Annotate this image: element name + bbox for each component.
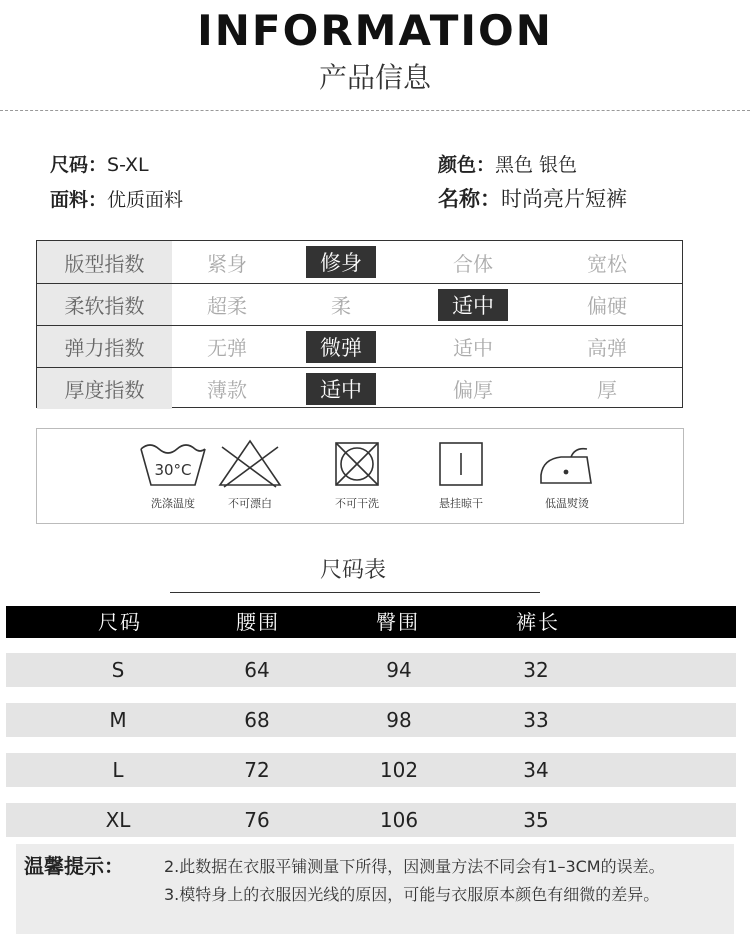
size-chart-title-underline <box>170 592 540 593</box>
table-cell: 33 <box>523 708 549 732</box>
table-cell: 34 <box>523 758 549 782</box>
index-option <box>557 284 657 325</box>
table-cell: 106 <box>379 808 419 832</box>
table-cell: 94 <box>386 658 412 682</box>
table-cell: S <box>111 658 125 682</box>
index-option-label: 适中 <box>438 289 508 321</box>
info-color-value: 黑色 银色 <box>495 154 578 176</box>
care-instructions-box <box>36 428 684 524</box>
table-row <box>6 803 736 837</box>
table-row <box>6 703 736 737</box>
index-row-label: 柔软指数 <box>37 284 172 325</box>
index-row <box>37 241 682 283</box>
care-item-no-dry-clean <box>307 437 407 511</box>
index-option-label: 薄款 <box>207 378 247 402</box>
tips-box <box>16 844 734 934</box>
info-fabric-key: 面料： <box>50 189 108 211</box>
no-dry-clean-icon <box>321 437 393 489</box>
table-cell: L <box>112 758 124 782</box>
care-label-no-dry-clean: 不可干洗 <box>335 497 379 510</box>
index-option <box>291 284 391 325</box>
index-option-label: 适中 <box>453 336 493 360</box>
index-option-selected <box>291 326 391 367</box>
wash-temp-text: 30°C <box>154 461 192 479</box>
index-row-label: 厚度指数 <box>37 368 172 409</box>
care-label-line-dry: 悬挂晾干 <box>439 497 483 510</box>
care-item-no-bleach <box>200 437 300 511</box>
care-item-low-iron <box>517 437 617 511</box>
info-name <box>438 183 627 213</box>
page-title: INFORMATION <box>197 6 553 55</box>
table-cell: 64 <box>244 658 270 682</box>
index-option-label: 柔 <box>331 294 351 318</box>
index-option <box>177 241 277 283</box>
header-length: 裤长 <box>516 610 560 634</box>
page-subtitle: 产品信息 <box>318 61 431 94</box>
table-cell: 102 <box>379 758 419 782</box>
index-row-label: 弹力指数 <box>37 326 172 367</box>
info-name-value: 时尚亮片短裤 <box>501 187 627 211</box>
index-option-label: 修身 <box>306 246 376 278</box>
header-divider <box>0 110 750 111</box>
table-cell: 32 <box>523 658 549 682</box>
line-dry-icon <box>425 437 497 489</box>
index-option-label: 宽松 <box>587 251 627 276</box>
wash-30c-icon <box>137 437 209 489</box>
tip-line-2: 3.模特身上的衣服因光线的原因，可能与衣服原本颜色有细微的差异。 <box>164 885 660 904</box>
care-item-line-dry <box>411 437 511 511</box>
info-color <box>438 150 577 177</box>
low-iron-icon <box>531 437 603 489</box>
index-option <box>423 368 523 409</box>
size-chart-header <box>6 606 736 638</box>
index-row <box>37 325 682 367</box>
index-option-selected <box>291 241 391 283</box>
info-size-key: 尺码： <box>50 154 108 176</box>
care-label-low-iron: 低温熨烫 <box>545 497 589 510</box>
index-option-label: 厚 <box>597 378 617 402</box>
index-option-label: 无弹 <box>207 336 247 360</box>
index-option-selected <box>423 284 523 325</box>
index-row-label: 版型指数 <box>37 241 172 283</box>
index-option-selected <box>291 368 391 409</box>
index-option <box>177 368 277 409</box>
table-cell: 98 <box>386 708 412 732</box>
index-option-label: 微弹 <box>306 331 376 363</box>
index-row <box>37 283 682 325</box>
no-bleach-icon <box>214 437 286 489</box>
info-name-key: 名称： <box>438 187 501 211</box>
index-option-label: 紧身 <box>207 251 247 276</box>
index-option <box>177 284 277 325</box>
header-size: 尺码 <box>98 610 142 634</box>
tip-line-1: 2.此数据在衣服平铺测量下所得，因测量方法不同会有1–3CM的误差。 <box>164 857 665 876</box>
info-size <box>50 150 149 177</box>
info-color-key: 颜色： <box>438 154 496 176</box>
care-label-wash: 洗涤温度 <box>151 497 195 510</box>
index-option <box>557 326 657 367</box>
index-row <box>37 367 682 409</box>
index-option-label: 适中 <box>306 373 376 405</box>
care-label-no-bleach: 不可漂白 <box>228 497 272 510</box>
fit-index-table <box>36 240 683 408</box>
index-option <box>557 241 657 283</box>
table-cell: M <box>109 708 127 732</box>
index-option <box>423 241 523 283</box>
info-fabric <box>50 185 183 212</box>
table-cell: 76 <box>244 808 270 832</box>
index-option-label: 偏厚 <box>453 378 493 402</box>
info-size-value: S-XL <box>107 154 149 176</box>
index-option <box>557 368 657 409</box>
header-waist: 腰围 <box>236 610 280 634</box>
index-option-label: 偏硬 <box>587 294 627 318</box>
table-cell: 35 <box>523 808 549 832</box>
table-row <box>6 753 736 787</box>
info-fabric-value: 优质面料 <box>107 189 184 211</box>
tips-title: 温馨提示： <box>24 854 124 878</box>
index-option-label: 合体 <box>453 251 493 276</box>
header-hip: 臀围 <box>376 610 420 634</box>
table-row <box>6 653 736 687</box>
table-cell: 68 <box>244 708 270 732</box>
index-option-label: 高弹 <box>587 336 627 360</box>
index-option <box>423 326 523 367</box>
index-option <box>177 326 277 367</box>
table-cell: 72 <box>244 758 270 782</box>
table-cell: XL <box>105 808 131 832</box>
size-chart-title: 尺码表 <box>319 558 386 583</box>
index-option-label: 超柔 <box>207 294 247 318</box>
